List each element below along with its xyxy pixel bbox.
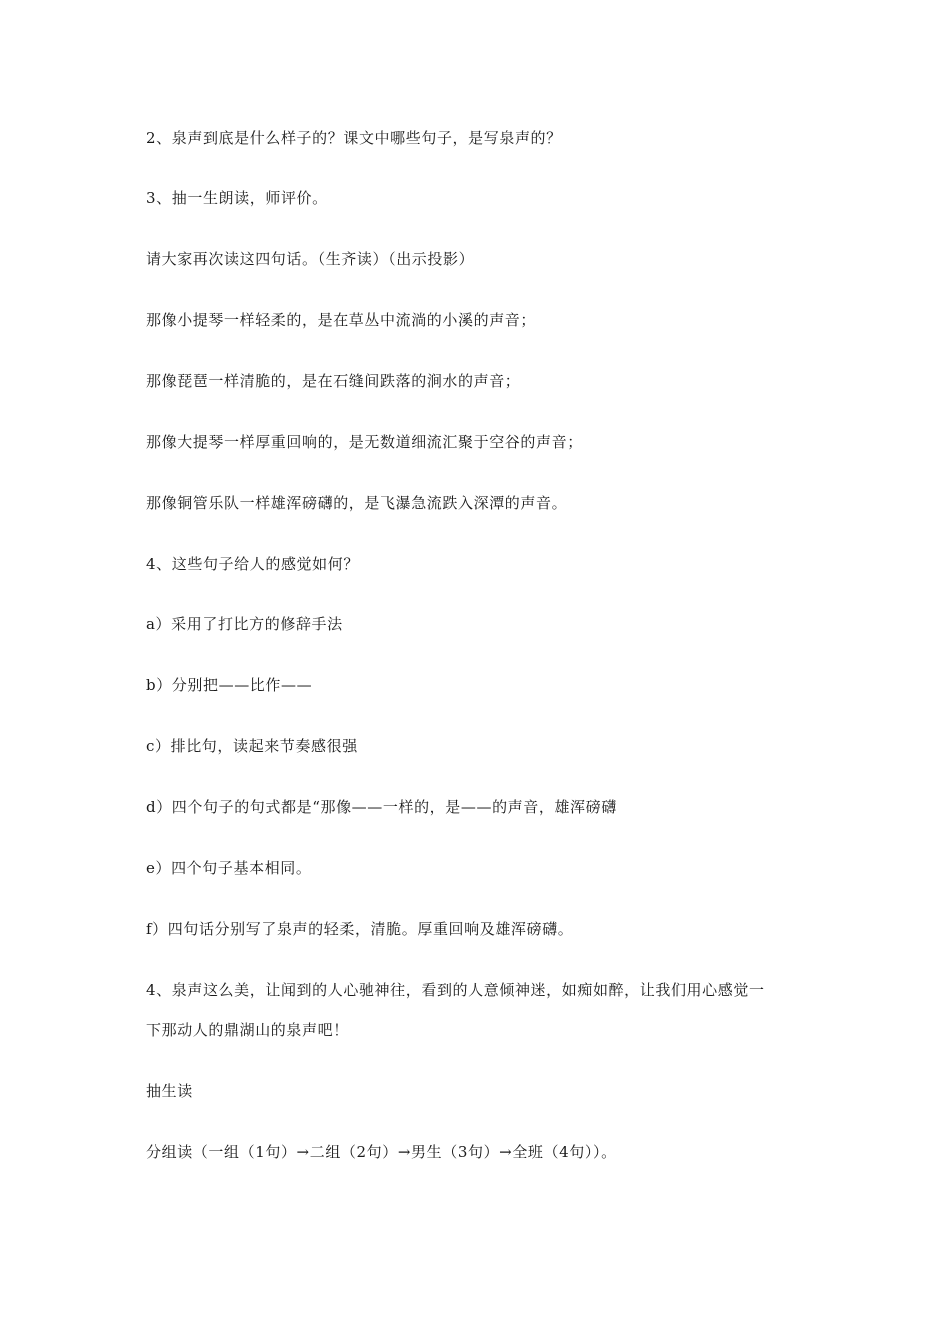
list-item: d）四个句子的句式都是“那像——一样的，是——的声音，雄浑磅礴 [146, 798, 617, 816]
text-line: 4、泉声这么美，让闻到的人心驰神往，看到的人意倾神迷，如痴如醉，让我们用心感觉一 [146, 981, 765, 999]
text-line: 那像大提琴一样厚重回响的，是无数道细流汇聚于空谷的声音； [146, 433, 583, 451]
list-item: b）分别把——比作—— [146, 676, 313, 694]
list-item: a）采用了打比方的修辞手法 [146, 615, 343, 633]
text-line: 2、泉声到底是什么样子的？课文中哪些句子，是写泉声的？ [146, 129, 562, 147]
text-line: 那像铜管乐队一样雄浑磅礴的，是飞瀑急流跌入深潭的声音。 [146, 494, 568, 512]
list-item: f）四句话分别写了泉声的轻柔，清脆。厚重回响及雄浑磅礴。 [146, 920, 574, 938]
text-line: 分组读（一组（1句）→二组（2句）→男生（3句）→全班（4句））。 [146, 1143, 617, 1161]
text-line: 请大家再次读这四句话。（生齐读）（出示投影） [146, 250, 475, 268]
text-line: 抽生读 [146, 1082, 193, 1100]
text-line: 3、抽一生朗读，师评价。 [146, 189, 328, 207]
text-line: 那像琵琶一样清脆的，是在石缝间跌落的涧水的声音； [146, 372, 521, 390]
list-item: c）排比句，读起来节奏感很强 [146, 737, 358, 755]
list-item: e）四个句子基本相同。 [146, 859, 312, 877]
text-line: 下那动人的鼎湖山的泉声吧！ [146, 1021, 349, 1039]
text-line: 那像小提琴一样轻柔的，是在草丛中流淌的小溪的声音； [146, 311, 537, 329]
text-line: 4、这些句子给人的感觉如何？ [146, 555, 359, 573]
